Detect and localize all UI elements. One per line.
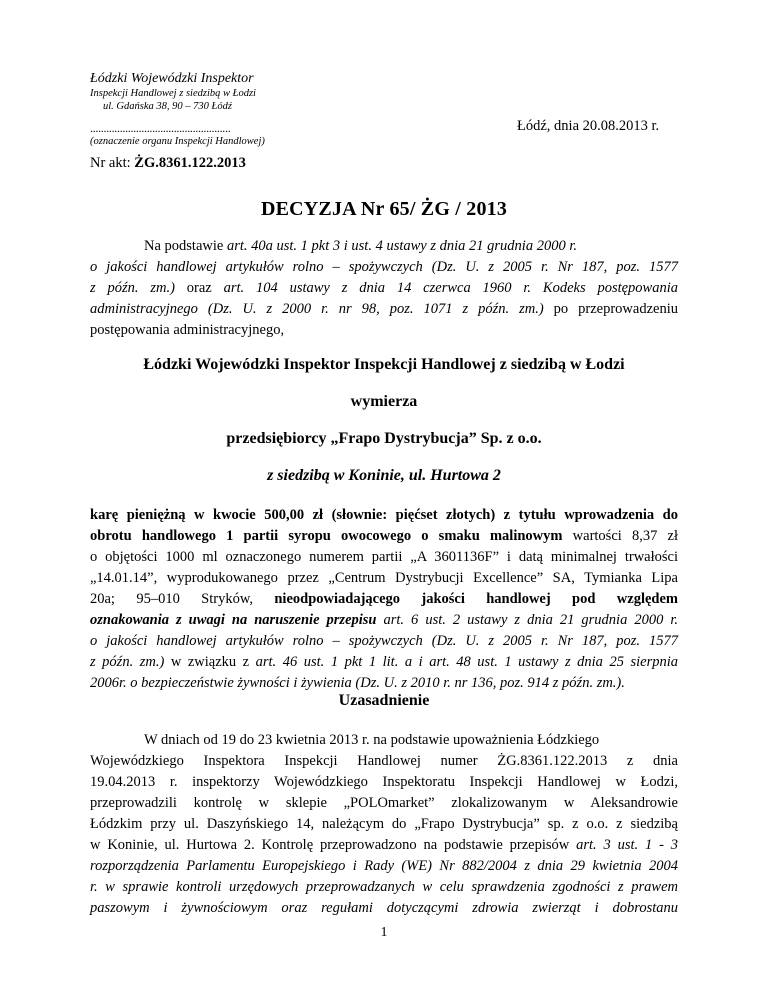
- file-number: [90, 155, 246, 172]
- penalty-paragraph: [90, 505, 678, 694]
- text-line: Na podstawie art. 40a ust. 1 pkt 3 i ust. 4 ustawy z dnia 21 grudnia 2000 r.: [144, 238, 577, 254]
- text-line: karę pieniężną w kwocie 500,00 zł (słownie: pięćset złotych) z tytułu wprowadzenia do: [90, 507, 678, 523]
- file-number-value: ŻG.8361.122.2013: [134, 155, 246, 171]
- text-line: obrotu handlowego 1 partii syropu owocowego o smaku malinowym wartości 8,37 zł: [90, 528, 678, 544]
- text-line: 2006r. o bezpieczeństwie żywności i żywienia (Dz. U. z 2010 r. nr 136, poz. 914 z późn. zm.).: [90, 675, 625, 691]
- text-line: oznakowania z uwagi na naruszenie przepisu art. 6 ust. 2 ustawy z dnia 21 grudnia 2000 r.: [90, 612, 678, 628]
- dotted-signature-line: ....................................................: [90, 121, 231, 135]
- decision-title: DECYZJA Nr 65/ ŻG / 2013: [260, 198, 508, 220]
- file-number-label: Nr akt:: [90, 155, 135, 171]
- text-line: przeprowadzili kontrolę w sklepie „POLOmarket” zlokalizowanym w Aleksandrowie: [90, 795, 678, 811]
- text-line: Łódzkim przy ul. Daszyńskiego 14, należącym do „Frapo Dystrybucja” sp. z o.o. z siedzibą: [90, 816, 678, 832]
- text-line: W dniach od 19 do 23 kwietnia 2013 r. na podstawie upoważnienia Łódzkiego: [144, 732, 600, 748]
- justification-paragraph: [90, 730, 678, 919]
- text-line: Wojewódzkiego Inspektora Inspekcji Handlowej numer ŻG.8361.122.2013 z dnia: [90, 753, 678, 769]
- text-line: w Koninie, ul. Hurtowa 2. Kontrolę przeprowadzono na podstawie przepisów art. 3 ust. 1 - 3: [90, 837, 679, 853]
- page-number: 1: [380, 925, 388, 940]
- text-line: o objętości 1000 ml oznaczonego numerem partii „A 3601136F” i datą minimalnej trwałości: [90, 549, 678, 565]
- authority-seat-line: Inspekcji Handlowej z siedzibą w Łodzi: [90, 88, 256, 99]
- legal-basis-paragraph: [90, 236, 678, 341]
- text-line: o jakości handlowej artykułów rolno – spożywczych (Dz. U. z 2005 r. Nr 187, poz. 1577: [90, 259, 678, 275]
- company-name: przedsiębiorcy „Frapo Dystrybucja” Sp. z o.o.: [226, 430, 542, 447]
- text-line: z późn. zm.) w związku z art. 46 ust. 1 pkt 1 lit. a i art. 48 ust. 1 ustawy z dnia 25 sierpnia: [90, 654, 679, 670]
- place-and-date: Łódź, dnia 20.08.2013 r.: [517, 118, 660, 134]
- text-line: z późn. zm.) oraz art. 104 ustawy z dnia 14 czerwca 1960 r. Kodeks postępowania: [90, 280, 679, 296]
- imposes-word: wymierza: [350, 393, 418, 410]
- text-line: administracyjnego (Dz. U. z 2000 r. nr 98, poz. 1071 z późn. zm.) po przeprowadzeniu: [90, 301, 678, 317]
- text-line: paszowym i żywnościowym oraz regułami dotyczącymi zdrowia zwierząt i dobrostanu: [90, 900, 678, 916]
- text-line: o jakości handlowej artykułów rolno – spożywczych (Dz. U. z 2005 r. Nr 187, poz. 1577: [90, 633, 678, 649]
- company-seat: z siedzibą w Koninie, ul. Hurtowa 2: [267, 467, 501, 484]
- justification-heading: Uzasadnienie: [338, 692, 430, 709]
- text-line: r. w sprawie kontroli urzędowych przeprowadzanych w celu sprawdzenia zgodności z prawem: [90, 879, 678, 895]
- text-line: 20a; 95–010 Stryków, nieodpowiadającego jakości handlowej pod względem: [90, 591, 678, 607]
- text-line: „14.01.14”, wyprodukowanego przez „Centrum Dystrybucji Excellence” SA, Tymianka Lipa: [90, 570, 678, 586]
- authority-name-line: Łódzki Wojewódzki Inspektor: [90, 71, 254, 86]
- authority-caption: (oznaczenie organu Inspekcji Handlowej): [90, 136, 265, 147]
- text-line: 19.04.2013 r. inspektorzy Wojewódzkiego Inspektoratu Inspekcji Handlowej w Łodzi,: [90, 774, 678, 790]
- issuing-authority-header: [90, 70, 265, 148]
- text-line: postępowania administracyjnego,: [90, 322, 285, 338]
- text-line: rozporządzenia Parlamentu Europejskiego i Rady (WE) Nr 882/2004 z dnia 29 kwietnia 2004: [90, 858, 678, 874]
- authority-heading: Łódzki Wojewódzki Inspektor Inspekcji Handlowej z siedzibą w Łodzi: [143, 356, 625, 373]
- authority-address-line: ul. Gdańska 38, 90 – 730 Łódź: [103, 101, 232, 112]
